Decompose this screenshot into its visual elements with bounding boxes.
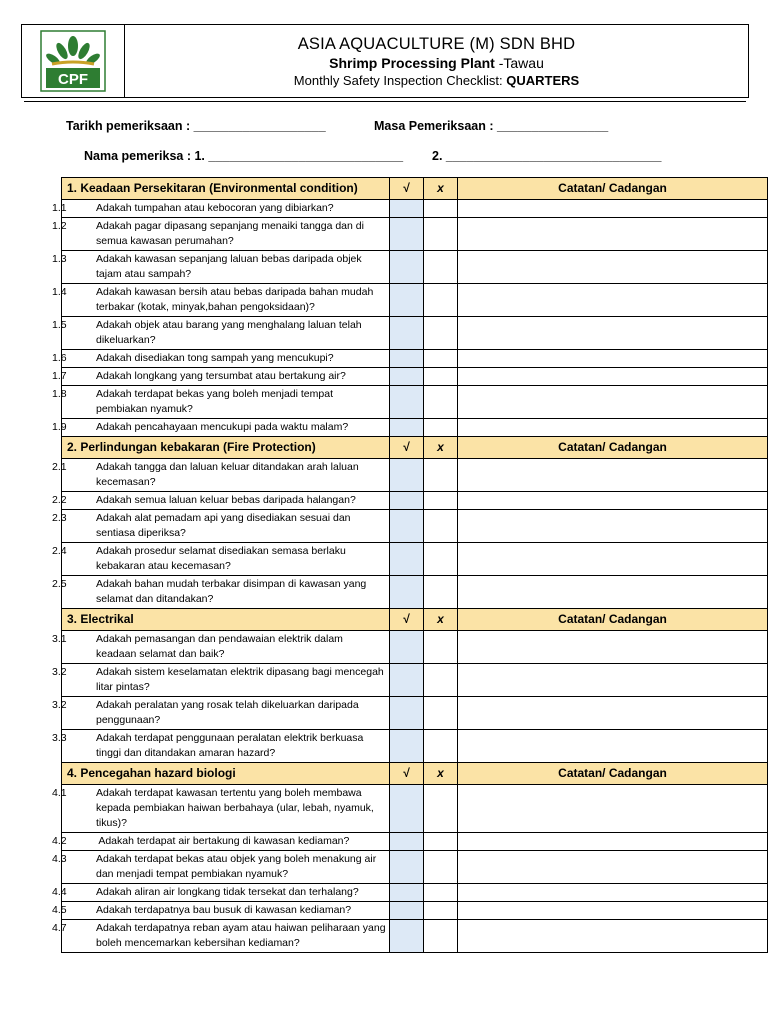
no-column-header: x (424, 178, 458, 200)
no-column-header: x (424, 437, 458, 459)
checklist-question (52, 350, 390, 368)
item-text: Adakah kawasan bersih atau bebas daripada bahan mudah terbakar (kotak, minyak,bahan pengoksidaan)? (96, 286, 374, 313)
checklist-row (62, 368, 768, 386)
item-text: Adakah pemasangan dan pendawaian elektrik dalam keadaan selamat dan baik? (96, 633, 343, 660)
checklist-row (62, 386, 768, 419)
checklist-row (62, 200, 768, 218)
section-header (62, 609, 768, 631)
item-text: Adakah terdapat penggunaan peralatan elektrik berkuasa tinggi dan ditandakan amaran hazard? (96, 732, 364, 759)
yes-checkbox[interactable] (390, 730, 424, 763)
checklist-question (52, 851, 390, 884)
checklist-row (62, 350, 768, 368)
item-number: 1.4 (52, 286, 67, 298)
no-checkbox[interactable] (424, 833, 458, 851)
item-number: 3.2 (52, 666, 67, 678)
inspection-time-field[interactable]: Masa Pemeriksaan : ________________ (374, 119, 609, 133)
no-checkbox[interactable] (424, 576, 458, 609)
item-text: Adakah tangga dan laluan keluar ditandakan arah laluan kecemasan? (96, 461, 359, 488)
yes-checkbox[interactable] (390, 317, 424, 350)
no-checkbox[interactable] (424, 785, 458, 833)
notes-field[interactable] (458, 284, 768, 317)
checklist-row (62, 664, 768, 697)
no-checkbox[interactable] (424, 920, 458, 953)
yes-checkbox[interactable] (390, 785, 424, 833)
notes-column-header: Catatan/ Cadangan (458, 763, 768, 785)
item-number: 4.2 (52, 835, 67, 847)
yes-checkbox[interactable] (390, 419, 424, 437)
yes-checkbox[interactable] (390, 851, 424, 884)
checklist-question (52, 368, 390, 386)
no-checkbox[interactable] (424, 200, 458, 218)
section-title: 3. Electrikal (62, 609, 390, 631)
no-checkbox[interactable] (424, 884, 458, 902)
notes-field[interactable] (458, 833, 768, 851)
logo-cell (22, 25, 125, 97)
checklist-row (62, 697, 768, 730)
checklist-row (62, 730, 768, 763)
checklist-question (52, 284, 390, 317)
item-text: Adakah objek atau barang yang menghalang laluan telah dikeluarkan? (96, 319, 362, 346)
notes-field[interactable] (458, 251, 768, 284)
checklist-question (52, 543, 390, 576)
checklist-question (52, 510, 390, 543)
checklist-question (52, 218, 390, 251)
item-number: 2.2 (52, 494, 67, 506)
yes-checkbox[interactable] (390, 884, 424, 902)
checklist-row (62, 251, 768, 284)
item-number: 4.1 (52, 787, 67, 799)
notes-field[interactable] (458, 510, 768, 543)
inspector-2-field[interactable]: 2. _______________________________ (432, 149, 662, 163)
item-number: 3.1 (52, 633, 67, 645)
checklist-question (52, 492, 390, 510)
notes-column-header: Catatan/ Cadangan (458, 178, 768, 200)
cpf-logo-icon (40, 30, 106, 92)
notes-field[interactable] (458, 730, 768, 763)
item-number: 2.4 (52, 545, 67, 557)
notes-field[interactable] (458, 851, 768, 884)
notes-field[interactable] (458, 492, 768, 510)
checklist-question (52, 920, 390, 953)
item-text: Adakah terdapatnya reban ayam atau haiwan peliharaan yang boleh mencemarkan kebersihan kediaman? (96, 922, 386, 949)
item-number: 3.2 (52, 699, 67, 711)
checklist-table (52, 177, 768, 953)
section-title: 4. Pencegahan hazard biologi (62, 763, 390, 785)
item-number: 1.8 (52, 388, 67, 400)
item-text: Adakah pagar dipasang sepanjang menaiki tangga dan di semua kawasan perumahan? (96, 220, 364, 247)
checklist-row (62, 576, 768, 609)
checklist-row (62, 317, 768, 350)
yes-checkbox[interactable] (390, 386, 424, 419)
checklist-row (62, 785, 768, 833)
checklist-question (52, 459, 390, 492)
yes-checkbox[interactable] (390, 200, 424, 218)
notes-field[interactable] (458, 317, 768, 350)
yes-checkbox[interactable] (390, 368, 424, 386)
checklist-row (62, 631, 768, 664)
item-number: 1.3 (52, 253, 67, 265)
item-number: 3.3 (52, 732, 67, 744)
item-number: 1.9 (52, 421, 67, 433)
yes-checkbox[interactable] (390, 833, 424, 851)
item-number: 1.5 (52, 319, 67, 331)
yes-checkbox[interactable] (390, 492, 424, 510)
plant-name: Shrimp Processing Plant -Tawau (329, 55, 544, 71)
checklist-question (52, 576, 390, 609)
checklist-row (62, 492, 768, 510)
document-header (21, 24, 749, 98)
yes-checkbox[interactable] (390, 218, 424, 251)
item-text: Adakah longkang yang tersumbat atau bertakung air? (96, 370, 346, 382)
checklist-question (52, 386, 390, 419)
checklist-row (62, 284, 768, 317)
no-checkbox[interactable] (424, 664, 458, 697)
section-header (62, 178, 768, 200)
no-checkbox[interactable] (424, 218, 458, 251)
notes-field[interactable] (458, 543, 768, 576)
title-block (125, 25, 748, 97)
checklist-row (62, 851, 768, 884)
checklist-question (52, 317, 390, 350)
notes-field[interactable] (458, 576, 768, 609)
item-number: 2.5 (52, 578, 67, 590)
no-checkbox[interactable] (424, 902, 458, 920)
checklist-row (62, 543, 768, 576)
checklist-row (62, 419, 768, 437)
notes-field[interactable] (458, 664, 768, 697)
item-text: Adakah terdapat air bertakung di kawasan kediaman? (96, 835, 350, 847)
item-number: 1.7 (52, 370, 67, 382)
checklist-row (62, 459, 768, 492)
checklist-question (52, 419, 390, 437)
yes-checkbox[interactable] (390, 631, 424, 664)
checklist-question (52, 884, 390, 902)
yes-checkbox[interactable] (390, 350, 424, 368)
svg-text:CPF: CPF (58, 71, 88, 88)
no-checkbox[interactable] (424, 510, 458, 543)
no-column-header: x (424, 609, 458, 631)
item-number: 1.1 (52, 202, 67, 214)
notes-field[interactable] (458, 218, 768, 251)
item-text: Adakah bahan mudah terbakar disimpan di kawasan yang selamat dan ditandakan? (96, 578, 367, 605)
yes-checkbox[interactable] (390, 902, 424, 920)
checklist-question (52, 631, 390, 664)
notes-field[interactable] (458, 785, 768, 833)
yes-column-header: √ (390, 763, 424, 785)
checklist-row (62, 920, 768, 953)
item-number: 4.4 (52, 886, 67, 898)
item-text: Adakah kawasan sepanjang laluan bebas daripada objek tajam atau sampah? (96, 253, 362, 280)
yes-column-header: √ (390, 178, 424, 200)
item-text: Adakah prosedur selamat disediakan semasa berlaku kebakaran atau kecemasan? (96, 545, 346, 572)
item-number: 4.7 (52, 922, 67, 934)
yes-checkbox[interactable] (390, 459, 424, 492)
yes-column-header: √ (390, 609, 424, 631)
checklist-question (52, 251, 390, 284)
notes-field[interactable] (458, 902, 768, 920)
yes-checkbox[interactable] (390, 920, 424, 953)
item-number: 1.2 (52, 220, 67, 232)
notes-field[interactable] (458, 631, 768, 664)
checklist-row (62, 218, 768, 251)
checklist-question (52, 664, 390, 697)
item-number: 2.3 (52, 512, 67, 524)
item-text: Adakah tumpahan atau kebocoran yang dibiarkan? (96, 202, 334, 214)
no-checkbox[interactable] (424, 350, 458, 368)
checklist-title: Monthly Safety Inspection Checklist: QUARTERS (293, 73, 580, 88)
notes-field[interactable] (458, 884, 768, 902)
no-checkbox[interactable] (424, 851, 458, 884)
checklist-row (62, 510, 768, 543)
item-text: Adakah terdapat bekas atau objek yang boleh menakung air dan menjadi tempat pembiakan nyamuk? (96, 853, 377, 880)
inspector-1-field[interactable]: Nama pemeriksa : 1. ____________________________ (84, 149, 404, 163)
notes-field[interactable] (458, 368, 768, 386)
checklist-question (52, 200, 390, 218)
item-text: Adakah disediakan tong sampah yang mencukupi? (96, 352, 334, 364)
section-header (62, 437, 768, 459)
checklist-question (52, 730, 390, 763)
notes-column-header: Catatan/ Cadangan (458, 437, 768, 459)
yes-checkbox[interactable] (390, 510, 424, 543)
no-checkbox[interactable] (424, 730, 458, 763)
no-checkbox[interactable] (424, 317, 458, 350)
checklist-question (52, 833, 390, 851)
no-checkbox[interactable] (424, 368, 458, 386)
no-checkbox[interactable] (424, 251, 458, 284)
notes-field[interactable] (458, 200, 768, 218)
item-text: Adakah terdapat bekas yang boleh menjadi tempat pembiakan nyamuk? (96, 388, 333, 415)
section-title: 1. Keadaan Persekitaran (Environmental condition) (62, 178, 390, 200)
item-number: 4.5 (52, 904, 67, 916)
yes-checkbox[interactable] (390, 284, 424, 317)
item-text: Adakah terdapatnya bau busuk di kawasan kediaman? (96, 904, 352, 916)
yes-checkbox[interactable] (390, 543, 424, 576)
yes-column-header: √ (390, 437, 424, 459)
item-number: 1.6 (52, 352, 67, 364)
no-checkbox[interactable] (424, 543, 458, 576)
no-column-header: x (424, 763, 458, 785)
item-text: Adakah pencahayaan mencukupi pada waktu malam? (96, 421, 349, 433)
notes-field[interactable] (458, 386, 768, 419)
item-text: Adakah semua laluan keluar bebas daripada halangan? (96, 494, 356, 506)
yes-checkbox[interactable] (390, 251, 424, 284)
item-text: Adakah terdapat kawasan tertentu yang boleh membawa kepada pembiakan haiwan berbahaya (ular, lebah, nyamuk, tikus)? (96, 787, 374, 829)
yes-checkbox[interactable] (390, 697, 424, 730)
notes-field[interactable] (458, 350, 768, 368)
no-checkbox[interactable] (424, 419, 458, 437)
notes-column-header: Catatan/ Cadangan (458, 609, 768, 631)
no-checkbox[interactable] (424, 284, 458, 317)
notes-field[interactable] (458, 419, 768, 437)
checklist-row (62, 902, 768, 920)
item-text: Adakah alat pemadam api yang disediakan sesuai dan sentiasa diperiksa? (96, 512, 351, 539)
item-number: 4.3 (52, 853, 67, 865)
no-checkbox[interactable] (424, 631, 458, 664)
item-text: Adakah aliran air longkang tidak tersekat dan terhalang? (96, 886, 359, 898)
no-checkbox[interactable] (424, 697, 458, 730)
checklist-row (62, 884, 768, 902)
section-title: 2. Perlindungan kebakaran (Fire Protection) (62, 437, 390, 459)
checklist-question (52, 785, 390, 833)
checklist-question (52, 697, 390, 730)
notes-field[interactable] (458, 920, 768, 953)
section-header (62, 763, 768, 785)
item-text: Adakah sistem keselamatan elektrik dipasang bagi mencegah litar pintas? (96, 666, 384, 693)
inspection-date-field[interactable]: Tarikh pemeriksaan : ___________________ (66, 119, 326, 133)
notes-field[interactable] (458, 459, 768, 492)
no-checkbox[interactable] (424, 459, 458, 492)
checklist-question (52, 902, 390, 920)
no-checkbox[interactable] (424, 492, 458, 510)
company-name: ASIA AQUACULTURE (M) SDN BHD (297, 35, 576, 53)
yes-checkbox[interactable] (390, 576, 424, 609)
checklist-row (62, 833, 768, 851)
item-text: Adakah peralatan yang rosak telah dikeluarkan daripada penggunaan? (96, 699, 359, 726)
yes-checkbox[interactable] (390, 664, 424, 697)
item-number: 2.1 (52, 461, 67, 473)
notes-field[interactable] (458, 697, 768, 730)
no-checkbox[interactable] (424, 386, 458, 419)
